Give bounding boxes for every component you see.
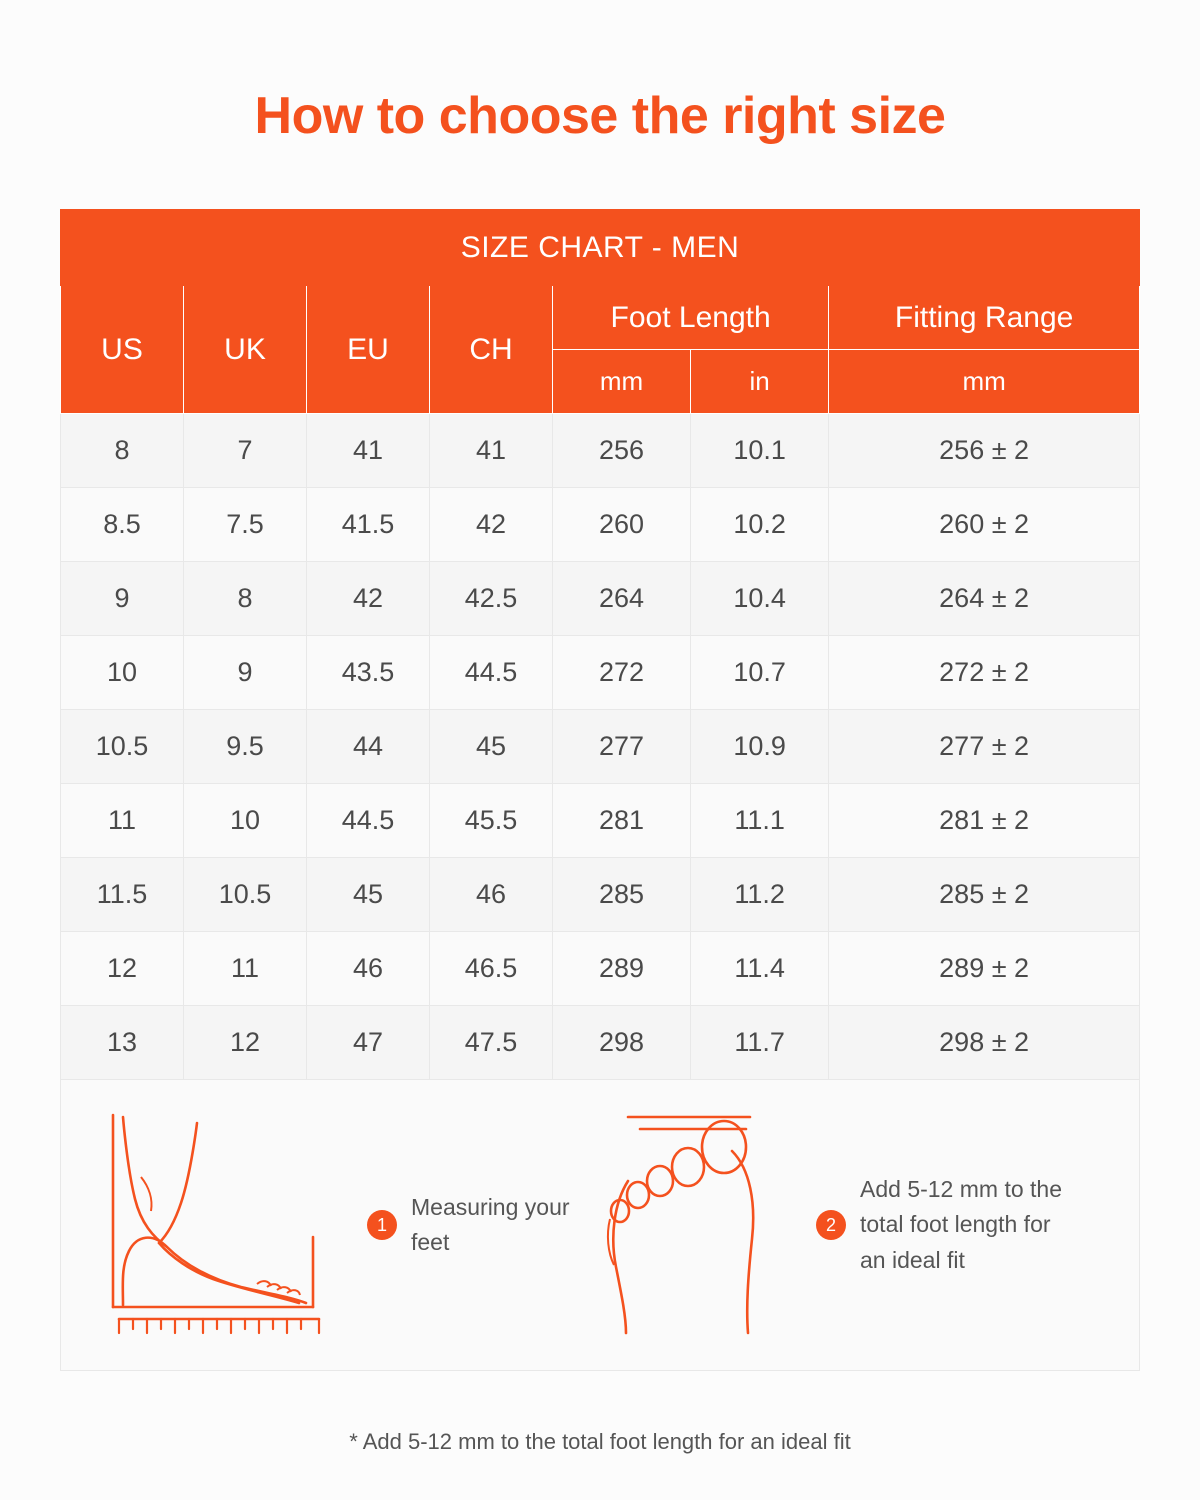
cell-fitting-range-mm: 277 ± 2	[829, 710, 1140, 784]
cell-foot-length-in: 10.1	[691, 414, 829, 488]
cell-ch: 41	[430, 414, 553, 488]
cell-uk: 11	[184, 932, 307, 1006]
cell-foot-length-in: 10.4	[691, 562, 829, 636]
table-row	[61, 636, 1140, 710]
column-header-fitting-range-mm: mm	[829, 350, 1140, 414]
foot-top-toes-icon	[600, 1107, 800, 1344]
cell-foot-length-in: 11.7	[691, 1006, 829, 1080]
cell-uk: 9.5	[184, 710, 307, 784]
cell-us: 8.5	[61, 488, 184, 562]
column-header-eu: EU	[307, 286, 430, 414]
cell-foot-length-in: 11.2	[691, 858, 829, 932]
cell-foot-length-mm: 272	[553, 636, 691, 710]
instructions-panel	[61, 1080, 1139, 1370]
cell-foot-length-mm: 277	[553, 710, 691, 784]
cell-uk: 7.5	[184, 488, 307, 562]
cell-eu: 46	[307, 932, 430, 1006]
cell-eu: 45	[307, 858, 430, 932]
cell-ch: 46.5	[430, 932, 553, 1006]
cell-us: 10.5	[61, 710, 184, 784]
footnote: * Add 5-12 mm to the total foot length for an ideal fit	[349, 1429, 851, 1455]
page-title: How to choose the right size	[254, 87, 946, 145]
cell-us: 11.5	[61, 858, 184, 932]
table-row	[61, 1006, 1140, 1080]
column-header-us: US	[61, 286, 184, 414]
cell-ch: 46	[430, 858, 553, 932]
step-number-badge: 1	[367, 1210, 397, 1240]
instruction-1	[101, 1107, 600, 1344]
cell-foot-length-mm: 289	[553, 932, 691, 1006]
instruction-2-step	[816, 1172, 1075, 1279]
cell-fitting-range-mm: 260 ± 2	[829, 488, 1140, 562]
column-header-foot-length-mm: mm	[553, 350, 691, 414]
column-group-foot-length: Foot Length	[553, 286, 829, 350]
cell-foot-length-mm: 298	[553, 1006, 691, 1080]
cell-foot-length-in: 10.7	[691, 636, 829, 710]
table-row	[61, 784, 1140, 858]
cell-foot-length-mm: 264	[553, 562, 691, 636]
size-chart-container	[60, 209, 1140, 1371]
chart-title: SIZE CHART - MEN	[61, 210, 1140, 286]
cell-foot-length-in: 11.1	[691, 784, 829, 858]
cell-uk: 10	[184, 784, 307, 858]
table-body	[61, 414, 1140, 1371]
cell-fitting-range-mm: 264 ± 2	[829, 562, 1140, 636]
instruction-1-step	[367, 1190, 600, 1261]
cell-uk: 10.5	[184, 858, 307, 932]
header-row-primary	[61, 286, 1140, 350]
cell-fitting-range-mm: 289 ± 2	[829, 932, 1140, 1006]
cell-ch: 42	[430, 488, 553, 562]
column-header-ch: CH	[430, 286, 553, 414]
cell-foot-length-mm: 260	[553, 488, 691, 562]
foot-side-ruler-icon	[101, 1107, 351, 1344]
cell-us: 12	[61, 932, 184, 1006]
table-row	[61, 488, 1140, 562]
chart-title-row	[61, 210, 1140, 286]
cell-eu: 43.5	[307, 636, 430, 710]
cell-foot-length-mm: 256	[553, 414, 691, 488]
table-row	[61, 562, 1140, 636]
cell-fitting-range-mm: 298 ± 2	[829, 1006, 1140, 1080]
cell-uk: 7	[184, 414, 307, 488]
cell-ch: 45.5	[430, 784, 553, 858]
instructions-cell	[61, 1080, 1140, 1371]
cell-ch: 42.5	[430, 562, 553, 636]
cell-ch: 47.5	[430, 1006, 553, 1080]
cell-eu: 42	[307, 562, 430, 636]
cell-ch: 45	[430, 710, 553, 784]
column-group-fitting-range: Fitting Range	[829, 286, 1140, 350]
cell-ch: 44.5	[430, 636, 553, 710]
table-row	[61, 858, 1140, 932]
table-row	[61, 932, 1140, 1006]
column-header-uk: UK	[184, 286, 307, 414]
cell-us: 9	[61, 562, 184, 636]
table-head	[61, 210, 1140, 414]
cell-uk: 12	[184, 1006, 307, 1080]
cell-us: 11	[61, 784, 184, 858]
cell-foot-length-in: 10.9	[691, 710, 829, 784]
cell-uk: 9	[184, 636, 307, 710]
cell-foot-length-in: 10.2	[691, 488, 829, 562]
cell-eu: 44.5	[307, 784, 430, 858]
cell-eu: 47	[307, 1006, 430, 1080]
instruction-1-text: Measuring your feet	[411, 1193, 570, 1256]
size-chart-table	[60, 209, 1140, 1371]
cell-us: 8	[61, 414, 184, 488]
cell-fitting-range-mm: 285 ± 2	[829, 858, 1140, 932]
instruction-2	[600, 1107, 1099, 1344]
cell-foot-length-mm: 285	[553, 858, 691, 932]
cell-uk: 8	[184, 562, 307, 636]
cell-fitting-range-mm: 272 ± 2	[829, 636, 1140, 710]
cell-us: 10	[61, 636, 184, 710]
cell-fitting-range-mm: 256 ± 2	[829, 414, 1140, 488]
step-number-badge: 2	[816, 1210, 846, 1240]
cell-fitting-range-mm: 281 ± 2	[829, 784, 1140, 858]
cell-eu: 44	[307, 710, 430, 784]
cell-eu: 41	[307, 414, 430, 488]
column-header-foot-length-in: in	[691, 350, 829, 414]
cell-eu: 41.5	[307, 488, 430, 562]
cell-foot-length-mm: 281	[553, 784, 691, 858]
cell-foot-length-in: 11.4	[691, 932, 829, 1006]
instruction-2-text: Add 5-12 mm to the total foot length for an ideal fit	[860, 1175, 1062, 1273]
cell-us: 13	[61, 1006, 184, 1080]
table-row	[61, 710, 1140, 784]
instructions-row	[61, 1080, 1140, 1371]
table-row	[61, 414, 1140, 488]
